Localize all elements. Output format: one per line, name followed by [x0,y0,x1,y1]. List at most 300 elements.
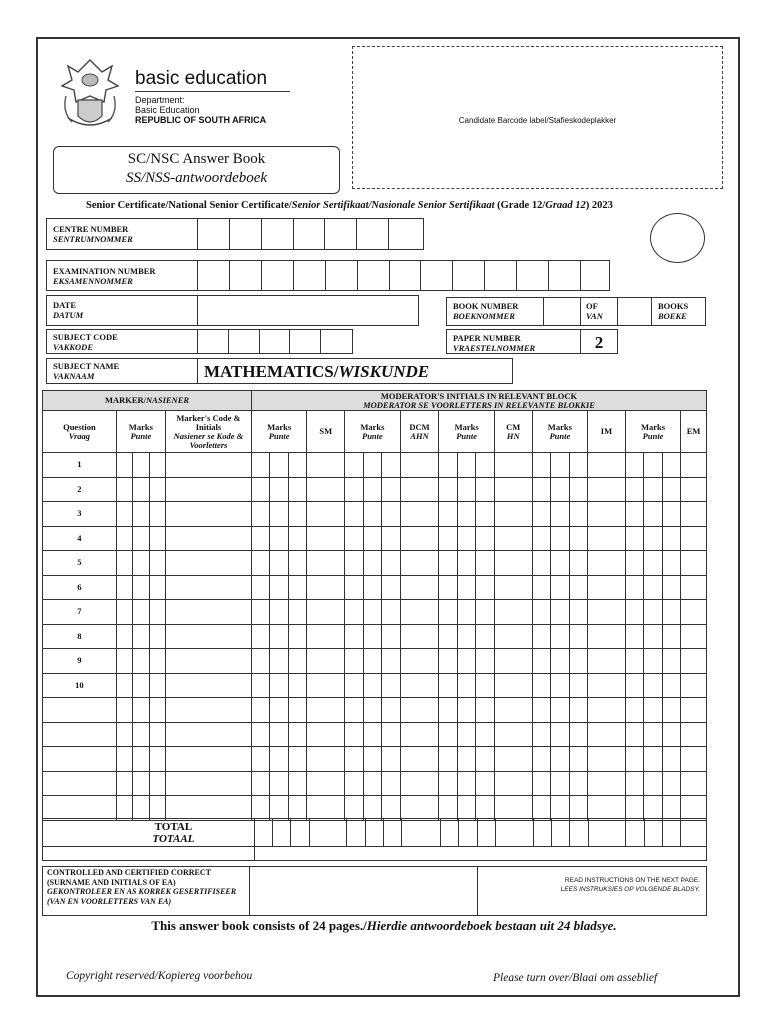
mark-cell[interactable] [382,747,400,772]
mark-cell[interactable] [345,551,363,576]
mark-cell[interactable] [569,796,587,821]
mark-cell[interactable] [363,551,381,576]
mark-cell[interactable] [165,502,251,527]
book-number-input[interactable] [544,297,581,326]
mark-cell[interactable] [644,747,662,772]
paper-number-value[interactable]: 2 [581,329,618,354]
mark-cell[interactable] [288,747,306,772]
mark-cell[interactable] [116,796,132,821]
centre-number-input[interactable] [198,218,424,250]
mark-cell[interactable] [662,649,680,674]
total-cell[interactable] [588,819,626,847]
mark-cell[interactable] [457,477,475,502]
mark-cell[interactable] [569,526,587,551]
mark-cell[interactable] [551,453,569,478]
mark-cell[interactable] [439,453,457,478]
mark-cell[interactable] [363,624,381,649]
mark-cell[interactable] [400,747,439,772]
mark-cell[interactable] [307,453,345,478]
mark-cell[interactable] [588,673,626,698]
mark-cell[interactable] [494,698,532,723]
mark-cell[interactable] [345,649,363,674]
mark-cell[interactable] [252,698,270,723]
mark-cell[interactable] [288,796,306,821]
mark-cell[interactable] [363,747,381,772]
mark-cell[interactable] [345,698,363,723]
mark-cell[interactable] [681,600,707,625]
mark-cell[interactable] [133,477,149,502]
mark-cell[interactable] [681,526,707,551]
mark-cell[interactable] [532,600,550,625]
mark-cell[interactable] [252,722,270,747]
mark-cell[interactable] [551,502,569,527]
mark-cell[interactable] [382,649,400,674]
mark-cell[interactable] [307,502,345,527]
mark-cell[interactable] [133,575,149,600]
total-cell[interactable] [365,819,383,847]
mark-cell[interactable] [165,551,251,576]
mark-cell[interactable] [662,673,680,698]
mark-cell[interactable] [307,747,345,772]
mark-cell[interactable] [625,526,643,551]
mark-cell[interactable] [116,477,132,502]
mark-cell[interactable] [382,698,400,723]
mark-cell[interactable] [439,477,457,502]
mark-cell[interactable] [569,502,587,527]
mark-cell[interactable] [307,526,345,551]
mark-cell[interactable] [382,526,400,551]
mark-cell[interactable] [662,796,680,821]
mark-cell[interactable] [116,624,132,649]
mark-cell[interactable] [625,624,643,649]
mark-cell[interactable] [494,649,532,674]
mark-cell[interactable] [270,453,288,478]
mark-cell[interactable] [681,698,707,723]
mark-cell[interactable] [116,453,132,478]
mark-cell[interactable] [382,575,400,600]
mark-cell[interactable] [551,698,569,723]
mark-cell[interactable] [644,771,662,796]
mark-cell[interactable] [288,526,306,551]
mark-cell[interactable] [494,526,532,551]
mark-cell[interactable] [476,771,494,796]
mark-cell[interactable] [165,771,251,796]
mark-cell[interactable] [270,502,288,527]
mark-cell[interactable] [439,722,457,747]
total-cell[interactable] [477,819,495,847]
mark-cell[interactable] [165,526,251,551]
mark-cell[interactable] [476,722,494,747]
mark-cell[interactable] [532,698,550,723]
ea-signature-input[interactable] [249,866,478,916]
mark-cell[interactable] [551,477,569,502]
mark-cell[interactable] [149,722,165,747]
mark-cell[interactable] [363,526,381,551]
mark-cell[interactable] [270,624,288,649]
mark-cell[interactable] [252,526,270,551]
mark-cell[interactable] [569,673,587,698]
mark-cell[interactable] [116,698,132,723]
mark-cell[interactable] [457,624,475,649]
mark-cell[interactable] [662,698,680,723]
mark-cell[interactable] [494,771,532,796]
mark-cell[interactable] [363,673,381,698]
mark-cell[interactable] [476,526,494,551]
mark-cell[interactable] [165,477,251,502]
mark-cell[interactable] [457,698,475,723]
mark-cell[interactable] [476,698,494,723]
mark-cell[interactable] [345,673,363,698]
mark-cell[interactable] [149,575,165,600]
mark-cell[interactable] [681,575,707,600]
mark-cell[interactable] [345,526,363,551]
mark-cell[interactable] [252,649,270,674]
mark-cell[interactable] [165,698,251,723]
mark-cell[interactable] [270,747,288,772]
mark-cell[interactable] [644,649,662,674]
mark-cell[interactable] [569,649,587,674]
total-cell[interactable] [402,819,441,847]
mark-cell[interactable] [439,698,457,723]
mark-cell[interactable] [457,575,475,600]
mark-cell[interactable] [457,600,475,625]
mark-cell[interactable] [252,477,270,502]
mark-cell[interactable] [363,771,381,796]
mark-cell[interactable] [494,477,532,502]
total-cell[interactable] [496,819,534,847]
mark-cell[interactable] [662,575,680,600]
mark-cell[interactable] [345,502,363,527]
mark-cell[interactable] [681,551,707,576]
mark-cell[interactable] [532,526,550,551]
mark-cell[interactable] [494,673,532,698]
mark-cell[interactable] [439,796,457,821]
total-cell[interactable] [644,819,662,847]
mark-cell[interactable] [116,575,132,600]
mark-cell[interactable] [270,771,288,796]
mark-cell[interactable] [270,649,288,674]
mark-cell[interactable] [569,771,587,796]
mark-cell[interactable] [532,649,550,674]
mark-cell[interactable] [400,796,439,821]
mark-cell[interactable] [345,747,363,772]
mark-cell[interactable] [149,502,165,527]
mark-cell[interactable] [532,673,550,698]
mark-cell[interactable] [363,502,381,527]
mark-cell[interactable] [644,575,662,600]
mark-cell[interactable] [588,624,626,649]
mark-cell[interactable] [116,673,132,698]
mark-cell[interactable] [307,771,345,796]
mark-cell[interactable] [116,600,132,625]
mark-cell[interactable] [149,526,165,551]
mark-cell[interactable] [382,502,400,527]
mark-cell[interactable] [662,551,680,576]
mark-cell[interactable] [400,502,439,527]
mark-cell[interactable] [681,453,707,478]
mark-cell[interactable] [551,600,569,625]
total-cell[interactable] [254,819,272,847]
mark-cell[interactable] [476,551,494,576]
mark-cell[interactable] [252,453,270,478]
mark-cell[interactable] [363,575,381,600]
mark-cell[interactable] [625,722,643,747]
mark-cell[interactable] [662,722,680,747]
mark-cell[interactable] [494,722,532,747]
mark-cell[interactable] [588,649,626,674]
mark-cell[interactable] [532,502,550,527]
mark-cell[interactable] [588,551,626,576]
mark-cell[interactable] [532,747,550,772]
mark-cell[interactable] [133,453,149,478]
mark-cell[interactable] [382,453,400,478]
mark-cell[interactable] [149,624,165,649]
mark-cell[interactable] [476,477,494,502]
total-cell[interactable] [533,819,551,847]
mark-cell[interactable] [133,624,149,649]
mark-cell[interactable] [133,526,149,551]
mark-cell[interactable] [569,453,587,478]
mark-cell[interactable] [457,796,475,821]
mark-cell[interactable] [252,771,270,796]
mark-cell[interactable] [457,771,475,796]
mark-cell[interactable] [345,477,363,502]
mark-cell[interactable] [588,477,626,502]
mark-cell[interactable] [457,526,475,551]
mark-cell[interactable] [588,771,626,796]
mark-cell[interactable] [644,600,662,625]
mark-cell[interactable] [382,771,400,796]
mark-cell[interactable] [270,698,288,723]
mark-cell[interactable] [382,551,400,576]
mark-cell[interactable] [288,575,306,600]
mark-cell[interactable] [363,698,381,723]
mark-cell[interactable] [400,575,439,600]
total-cell[interactable] [273,819,291,847]
mark-cell[interactable] [165,600,251,625]
mark-cell[interactable] [662,600,680,625]
mark-cell[interactable] [569,600,587,625]
mark-cell[interactable] [681,477,707,502]
total-cell[interactable] [441,819,459,847]
mark-cell[interactable] [345,796,363,821]
mark-cell[interactable] [116,747,132,772]
mark-cell[interactable] [252,747,270,772]
mark-cell[interactable] [644,698,662,723]
mark-cell[interactable] [494,796,532,821]
mark-cell[interactable] [345,722,363,747]
mark-cell[interactable] [252,673,270,698]
mark-cell[interactable] [270,673,288,698]
mark-cell[interactable] [569,722,587,747]
mark-cell[interactable] [625,673,643,698]
mark-cell[interactable] [494,600,532,625]
mark-cell[interactable] [439,624,457,649]
mark-cell[interactable] [457,673,475,698]
mark-cell[interactable] [133,771,149,796]
mark-cell[interactable] [644,722,662,747]
mark-cell[interactable] [551,796,569,821]
mark-cell[interactable] [252,624,270,649]
mark-cell[interactable] [532,722,550,747]
mark-cell[interactable] [439,551,457,576]
mark-cell[interactable] [307,624,345,649]
mark-cell[interactable] [400,624,439,649]
subject-code-input[interactable] [198,329,353,354]
mark-cell[interactable] [363,600,381,625]
mark-cell[interactable] [307,796,345,821]
mark-cell[interactable] [116,722,132,747]
mark-cell[interactable] [288,600,306,625]
mark-cell[interactable] [307,722,345,747]
total-cell[interactable] [291,819,309,847]
mark-cell[interactable] [439,747,457,772]
mark-cell[interactable] [149,649,165,674]
mark-cell[interactable] [494,575,532,600]
mark-cell[interactable] [662,453,680,478]
mark-cell[interactable] [532,551,550,576]
mark-cell[interactable] [494,453,532,478]
total-cell[interactable] [626,819,644,847]
total-cell[interactable] [552,819,570,847]
mark-cell[interactable] [476,747,494,772]
mark-cell[interactable] [149,551,165,576]
mark-cell[interactable] [307,600,345,625]
mark-cell[interactable] [644,796,662,821]
mark-cell[interactable] [494,747,532,772]
mark-cell[interactable] [363,796,381,821]
mark-cell[interactable] [588,453,626,478]
subject-name-value[interactable] [198,358,513,384]
mark-cell[interactable] [681,502,707,527]
mark-cell[interactable] [400,722,439,747]
mark-cell[interactable] [149,600,165,625]
mark-cell[interactable] [345,575,363,600]
mark-cell[interactable] [116,551,132,576]
mark-cell[interactable] [532,575,550,600]
mark-cell[interactable] [165,624,251,649]
mark-cell[interactable] [532,796,550,821]
mark-cell[interactable] [569,551,587,576]
mark-cell[interactable] [644,673,662,698]
mark-cell[interactable] [476,649,494,674]
mark-cell[interactable] [288,624,306,649]
mark-cell[interactable] [149,747,165,772]
mark-cell[interactable] [644,477,662,502]
mark-cell[interactable] [363,453,381,478]
mark-cell[interactable] [588,747,626,772]
mark-cell[interactable] [494,624,532,649]
mark-cell[interactable] [681,747,707,772]
mark-cell[interactable] [288,453,306,478]
mark-cell[interactable] [625,477,643,502]
mark-cell[interactable] [625,575,643,600]
mark-cell[interactable] [551,624,569,649]
mark-cell[interactable] [133,649,149,674]
mark-cell[interactable] [307,575,345,600]
mark-cell[interactable] [149,771,165,796]
mark-cell[interactable] [345,453,363,478]
mark-cell[interactable] [149,477,165,502]
mark-cell[interactable] [476,575,494,600]
mark-cell[interactable] [165,747,251,772]
mark-cell[interactable] [439,673,457,698]
mark-cell[interactable] [165,453,251,478]
mark-cell[interactable] [439,771,457,796]
mark-cell[interactable] [400,673,439,698]
mark-cell[interactable] [681,624,707,649]
mark-cell[interactable] [133,698,149,723]
mark-cell[interactable] [681,722,707,747]
mark-cell[interactable] [662,747,680,772]
mark-cell[interactable] [476,600,494,625]
mark-cell[interactable] [569,747,587,772]
mark-cell[interactable] [681,796,707,821]
mark-cell[interactable] [400,551,439,576]
mark-cell[interactable] [400,526,439,551]
mark-cell[interactable] [625,600,643,625]
mark-cell[interactable] [457,722,475,747]
mark-cell[interactable] [288,698,306,723]
mark-cell[interactable] [382,722,400,747]
mark-cell[interactable] [288,502,306,527]
mark-cell[interactable] [288,771,306,796]
mark-cell[interactable] [551,771,569,796]
mark-cell[interactable] [307,649,345,674]
mark-cell[interactable] [270,526,288,551]
mark-cell[interactable] [382,673,400,698]
mark-cell[interactable] [662,624,680,649]
mark-cell[interactable] [400,698,439,723]
mark-cell[interactable] [551,551,569,576]
mark-cell[interactable] [457,747,475,772]
mark-cell[interactable] [569,477,587,502]
mark-cell[interactable] [133,551,149,576]
books-total-input[interactable] [618,297,652,326]
mark-cell[interactable] [681,771,707,796]
mark-cell[interactable] [288,649,306,674]
mark-cell[interactable] [457,453,475,478]
mark-cell[interactable] [165,722,251,747]
mark-cell[interactable] [439,502,457,527]
mark-cell[interactable] [476,796,494,821]
mark-cell[interactable] [662,771,680,796]
mark-cell[interactable] [625,453,643,478]
mark-cell[interactable] [307,551,345,576]
mark-cell[interactable] [588,526,626,551]
mark-cell[interactable] [133,796,149,821]
mark-cell[interactable] [457,551,475,576]
mark-cell[interactable] [165,575,251,600]
mark-cell[interactable] [133,600,149,625]
mark-cell[interactable] [165,796,251,821]
mark-cell[interactable] [551,526,569,551]
mark-cell[interactable] [270,722,288,747]
mark-cell[interactable] [532,477,550,502]
mark-cell[interactable] [457,502,475,527]
mark-cell[interactable] [439,526,457,551]
mark-cell[interactable] [551,649,569,674]
total-cell[interactable] [570,819,588,847]
mark-cell[interactable] [363,649,381,674]
mark-cell[interactable] [345,600,363,625]
mark-cell[interactable] [116,771,132,796]
mark-cell[interactable] [270,575,288,600]
mark-cell[interactable] [382,796,400,821]
mark-cell[interactable] [644,624,662,649]
mark-cell[interactable] [625,747,643,772]
mark-cell[interactable] [252,796,270,821]
